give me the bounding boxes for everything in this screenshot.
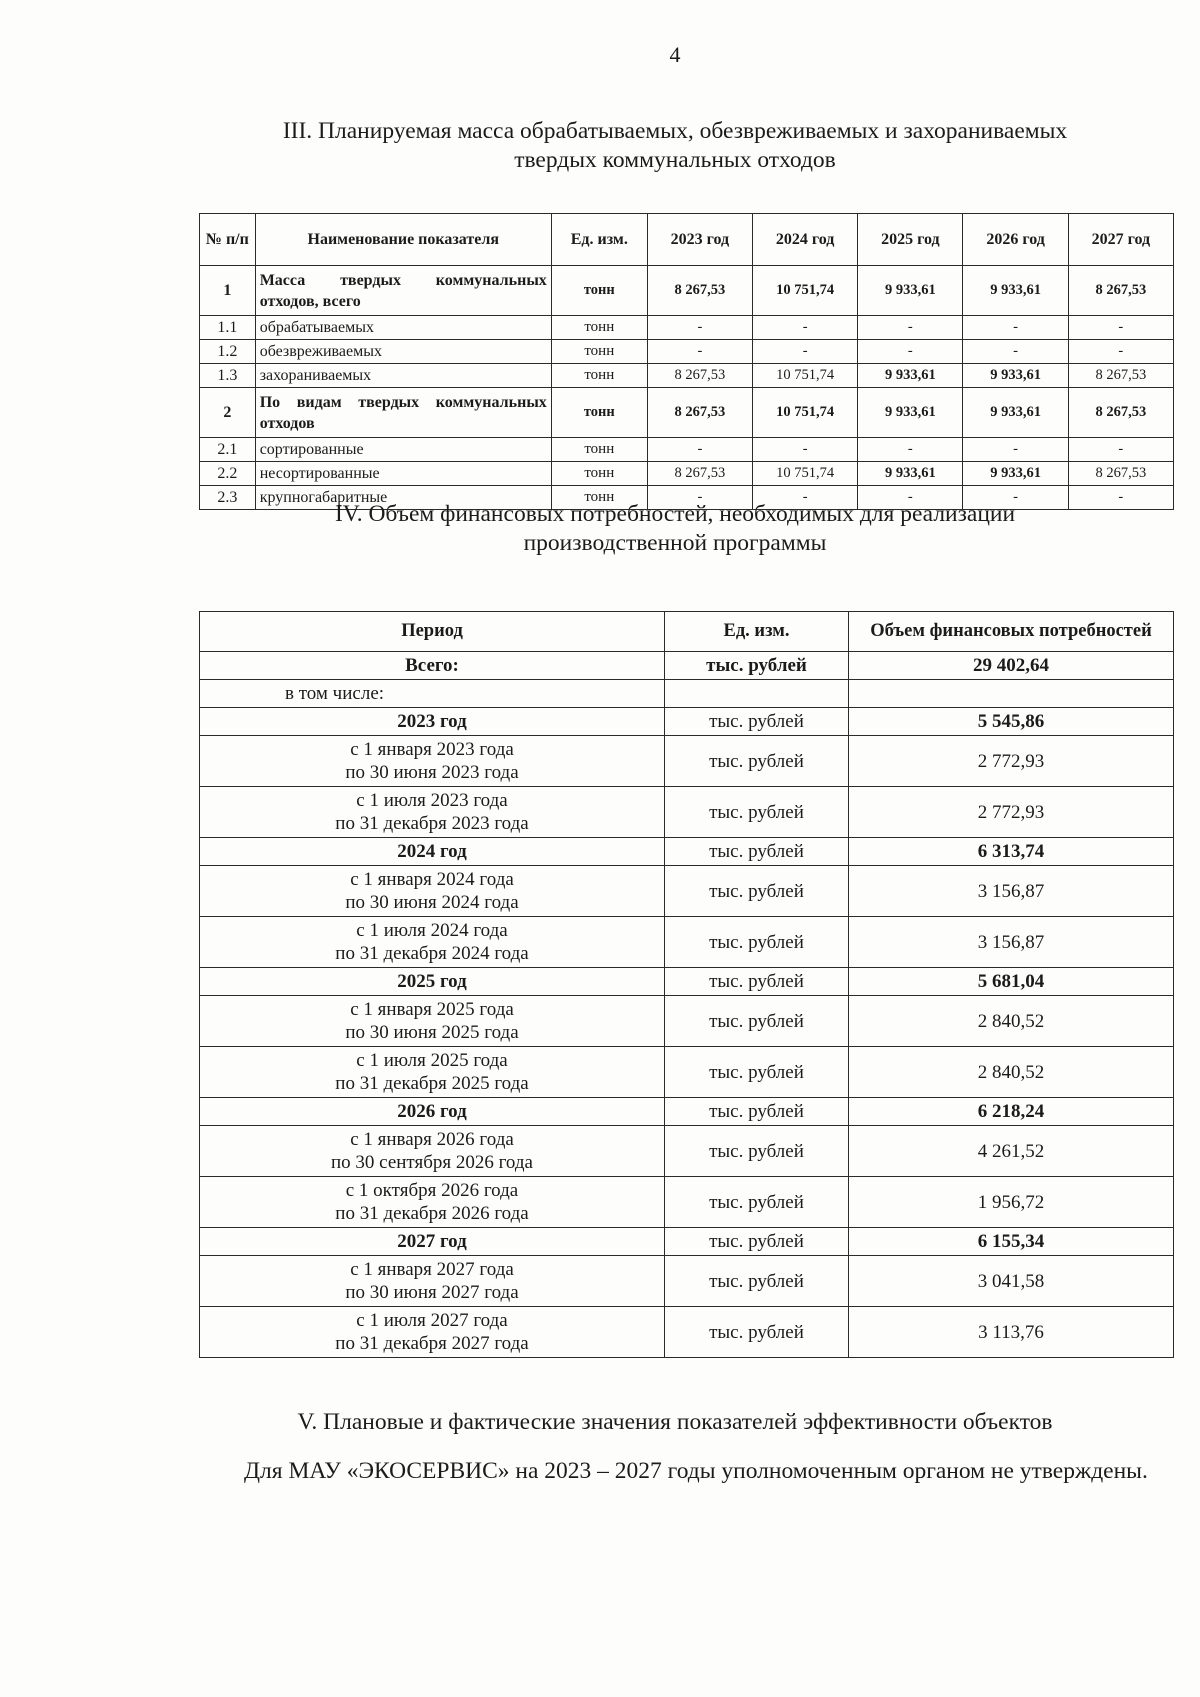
row-unit: тыс. рублей bbox=[665, 1098, 849, 1126]
row-unit: тыс. рублей bbox=[665, 1047, 849, 1098]
row-value: - bbox=[963, 340, 1068, 364]
col-2027-header: 2027 год bbox=[1068, 214, 1173, 266]
row-value: - bbox=[647, 486, 752, 510]
table-row bbox=[200, 388, 1174, 438]
period-end: по 30 июня 2025 года bbox=[345, 1022, 519, 1043]
col-2023-header: 2023 год bbox=[647, 214, 752, 266]
row-unit: тыс. рублей bbox=[665, 736, 849, 787]
row-value: - bbox=[858, 316, 963, 340]
row-value: 8 267,53 bbox=[1068, 266, 1173, 316]
row-amount: 5 545,86 bbox=[849, 708, 1174, 736]
row-value: - bbox=[647, 438, 752, 462]
row-value: - bbox=[1068, 486, 1173, 510]
row-value: - bbox=[1068, 340, 1173, 364]
row-unit: тыс. рублей bbox=[665, 708, 849, 736]
row-amount: 2 840,52 bbox=[849, 1047, 1174, 1098]
row-period bbox=[200, 866, 665, 917]
row-value: - bbox=[647, 340, 752, 364]
row-unit: тыс. рублей bbox=[665, 1307, 849, 1358]
row-amount: 6 313,74 bbox=[849, 838, 1174, 866]
period-start: с 1 июля 2027 года bbox=[356, 1310, 508, 1331]
row-value: 9 933,61 bbox=[858, 462, 963, 486]
period-row bbox=[200, 1256, 1174, 1307]
waste-mass-table bbox=[199, 213, 1174, 510]
period-start: с 1 января 2026 года bbox=[350, 1129, 514, 1150]
col-2024-header: 2024 год bbox=[753, 214, 858, 266]
row-name: Масса твердых коммунальных отходов, всего bbox=[255, 266, 551, 316]
row-period bbox=[200, 736, 665, 787]
period-end: по 31 декабря 2023 года bbox=[335, 813, 529, 834]
row-value: 10 751,74 bbox=[753, 364, 858, 388]
period-end: по 31 декабря 2026 года bbox=[335, 1203, 529, 1224]
row-unit: тонн bbox=[551, 266, 647, 316]
total-label: Всего: bbox=[200, 652, 665, 680]
row-period: 2027 год bbox=[200, 1228, 665, 1256]
including-row bbox=[200, 680, 1174, 708]
row-period: 2025 год bbox=[200, 968, 665, 996]
row-value: 8 267,53 bbox=[647, 462, 752, 486]
section3-title bbox=[0, 117, 1200, 175]
row-period: 2026 год bbox=[200, 1098, 665, 1126]
period-start: с 1 июля 2024 года bbox=[356, 920, 508, 941]
row-value: - bbox=[858, 340, 963, 364]
row-unit: тыс. рублей bbox=[665, 1256, 849, 1307]
col-amount-header: Объем финансовых потребностей bbox=[849, 612, 1174, 652]
row-unit: тонн bbox=[551, 438, 647, 462]
row-unit: тыс. рублей bbox=[665, 866, 849, 917]
row-value: 9 933,61 bbox=[858, 364, 963, 388]
row-name: несортированные bbox=[255, 462, 551, 486]
period-end: по 30 сентября 2026 года bbox=[330, 1152, 533, 1173]
row-unit: тыс. рублей bbox=[665, 996, 849, 1047]
total-amount: 29 402,64 bbox=[849, 652, 1174, 680]
period-start: с 1 января 2023 года bbox=[350, 739, 514, 760]
table-row bbox=[200, 438, 1174, 462]
row-amount: 2 840,52 bbox=[849, 996, 1174, 1047]
section4-title bbox=[0, 500, 1200, 558]
period-end: по 31 декабря 2027 года bbox=[335, 1333, 529, 1354]
row-value: 9 933,61 bbox=[963, 266, 1068, 316]
row-value: - bbox=[753, 438, 858, 462]
period-end: по 30 июня 2027 года bbox=[345, 1282, 519, 1303]
period-end: по 31 декабря 2024 года bbox=[335, 943, 529, 964]
period-row bbox=[200, 1307, 1174, 1358]
section4-title-line1: IV. Объем финансовых потребностей, необходимых для реализации bbox=[334, 501, 1016, 527]
row-period bbox=[200, 917, 665, 968]
financial-needs-table bbox=[199, 611, 1174, 1358]
row-value: - bbox=[858, 486, 963, 510]
row-name: обезвреживаемых bbox=[255, 340, 551, 364]
page-number: 4 bbox=[669, 42, 681, 67]
period-row bbox=[200, 866, 1174, 917]
row-unit: тонн bbox=[551, 388, 647, 438]
row-name: захораниваемых bbox=[255, 364, 551, 388]
row-amount: 3 041,58 bbox=[849, 1256, 1174, 1307]
row-period bbox=[200, 1307, 665, 1358]
row-amount: 1 956,72 bbox=[849, 1177, 1174, 1228]
table-header-row bbox=[200, 612, 1174, 652]
table-row bbox=[200, 462, 1174, 486]
empty-cell bbox=[665, 680, 849, 708]
empty-cell bbox=[849, 680, 1174, 708]
row-unit: тонн bbox=[551, 364, 647, 388]
row-value: 9 933,61 bbox=[858, 388, 963, 438]
period-start: с 1 июля 2023 года bbox=[356, 790, 508, 811]
period-row bbox=[200, 1126, 1174, 1177]
row-num: 1 bbox=[200, 266, 256, 316]
row-value: 9 933,61 bbox=[963, 388, 1068, 438]
row-value: 9 933,61 bbox=[963, 462, 1068, 486]
row-amount: 3 156,87 bbox=[849, 866, 1174, 917]
period-start: с 1 июля 2025 года bbox=[356, 1050, 508, 1071]
row-value: 10 751,74 bbox=[753, 388, 858, 438]
table-row bbox=[200, 316, 1174, 340]
row-period bbox=[200, 1047, 665, 1098]
row-value: - bbox=[858, 438, 963, 462]
row-value: 8 267,53 bbox=[1068, 364, 1173, 388]
row-value: - bbox=[753, 316, 858, 340]
period-start: с 1 января 2024 года bbox=[350, 869, 514, 890]
row-amount: 6 155,34 bbox=[849, 1228, 1174, 1256]
row-num: 1.1 bbox=[200, 316, 256, 340]
row-name: обрабатываемых bbox=[255, 316, 551, 340]
period-row bbox=[200, 917, 1174, 968]
row-value: 10 751,74 bbox=[753, 266, 858, 316]
col-unit-header: Ед. изм. bbox=[665, 612, 849, 652]
row-value: 8 267,53 bbox=[1068, 388, 1173, 438]
row-name: крупногабаритные bbox=[255, 486, 551, 510]
period-end: по 30 июня 2024 года bbox=[345, 892, 519, 913]
row-value: - bbox=[963, 438, 1068, 462]
row-value: 8 267,53 bbox=[647, 388, 752, 438]
year-row bbox=[200, 968, 1174, 996]
col-period-header: Период bbox=[200, 612, 665, 652]
row-period bbox=[200, 996, 665, 1047]
row-unit: тыс. рублей bbox=[665, 968, 849, 996]
total-unit: тыс. рублей bbox=[665, 652, 849, 680]
period-row bbox=[200, 1047, 1174, 1098]
table-row bbox=[200, 364, 1174, 388]
row-unit: тыс. рублей bbox=[665, 1177, 849, 1228]
year-row bbox=[200, 708, 1174, 736]
table-row bbox=[200, 340, 1174, 364]
row-unit: тонн bbox=[551, 462, 647, 486]
row-unit: тонн bbox=[551, 486, 647, 510]
row-value: 9 933,61 bbox=[858, 266, 963, 316]
col-2025-header: 2025 год bbox=[858, 214, 963, 266]
total-row bbox=[200, 652, 1174, 680]
row-amount: 3 113,76 bbox=[849, 1307, 1174, 1358]
row-name: сортированные bbox=[255, 438, 551, 462]
row-num: 2.1 bbox=[200, 438, 256, 462]
period-start: с 1 января 2025 года bbox=[350, 999, 514, 1020]
col-2026-header: 2026 год bbox=[963, 214, 1068, 266]
row-amount: 5 681,04 bbox=[849, 968, 1174, 996]
section4-title-line2: производственной программы bbox=[523, 530, 827, 556]
col-name-header: Наименование показателя bbox=[255, 214, 551, 266]
row-period bbox=[200, 1126, 665, 1177]
row-value: - bbox=[963, 316, 1068, 340]
row-num: 2.2 bbox=[200, 462, 256, 486]
col-num-header: № п/п bbox=[200, 214, 256, 266]
row-amount: 4 261,52 bbox=[849, 1126, 1174, 1177]
row-num: 1.3 bbox=[200, 364, 256, 388]
year-row bbox=[200, 1228, 1174, 1256]
row-value: - bbox=[1068, 438, 1173, 462]
row-unit: тыс. рублей bbox=[665, 1126, 849, 1177]
row-num: 2 bbox=[200, 388, 256, 438]
row-num: 2.3 bbox=[200, 486, 256, 510]
row-value: - bbox=[753, 486, 858, 510]
row-unit: тонн bbox=[551, 340, 647, 364]
row-value: - bbox=[753, 340, 858, 364]
section3-title-line1: III. Планируемая масса обрабатываемых, обезвреживаемых и захораниваемых bbox=[282, 118, 1068, 144]
row-period bbox=[200, 1256, 665, 1307]
row-unit: тонн bbox=[551, 316, 647, 340]
row-value: - bbox=[963, 486, 1068, 510]
row-amount: 2 772,93 bbox=[849, 787, 1174, 838]
row-name: По видам твердых коммунальных отходов bbox=[255, 388, 551, 438]
table-header-row bbox=[200, 214, 1174, 266]
section5-title: V. Плановые и фактические значения показателей эффективности объектов bbox=[297, 1409, 1053, 1435]
period-row bbox=[200, 996, 1174, 1047]
table-row bbox=[200, 266, 1174, 316]
period-start: с 1 января 2027 года bbox=[350, 1259, 514, 1280]
row-period bbox=[200, 1177, 665, 1228]
section5-paragraph: Для МАУ «ЭКОСЕРВИС» на 2023 – 2027 годы уполномоченным органом не утверждены. bbox=[244, 1458, 1148, 1484]
row-value: 8 267,53 bbox=[647, 364, 752, 388]
row-value: - bbox=[1068, 316, 1173, 340]
row-value: 8 267,53 bbox=[647, 266, 752, 316]
row-value: 10 751,74 bbox=[753, 462, 858, 486]
including-label: в том числе: bbox=[200, 680, 665, 708]
year-row bbox=[200, 838, 1174, 866]
row-period: 2023 год bbox=[200, 708, 665, 736]
row-value: 8 267,53 bbox=[1068, 462, 1173, 486]
period-row bbox=[200, 787, 1174, 838]
row-period bbox=[200, 787, 665, 838]
period-end: по 30 июня 2023 года bbox=[345, 762, 519, 783]
row-amount: 3 156,87 bbox=[849, 917, 1174, 968]
period-end: по 31 декабря 2025 года bbox=[335, 1073, 529, 1094]
section3-title-line2: твердых коммунальных отходов bbox=[514, 147, 836, 173]
col-unit-header: Ед. изм. bbox=[551, 214, 647, 266]
period-row bbox=[200, 1177, 1174, 1228]
period-start: с 1 октября 2026 года bbox=[345, 1180, 519, 1201]
row-amount: 6 218,24 bbox=[849, 1098, 1174, 1126]
row-amount: 2 772,93 bbox=[849, 736, 1174, 787]
row-value: 9 933,61 bbox=[963, 364, 1068, 388]
year-row bbox=[200, 1098, 1174, 1126]
row-unit: тыс. рублей bbox=[665, 1228, 849, 1256]
row-period: 2024 год bbox=[200, 838, 665, 866]
row-unit: тыс. рублей bbox=[665, 917, 849, 968]
row-value: - bbox=[647, 316, 752, 340]
row-unit: тыс. рублей bbox=[665, 838, 849, 866]
period-row bbox=[200, 736, 1174, 787]
row-num: 1.2 bbox=[200, 340, 256, 364]
row-unit: тыс. рублей bbox=[665, 787, 849, 838]
